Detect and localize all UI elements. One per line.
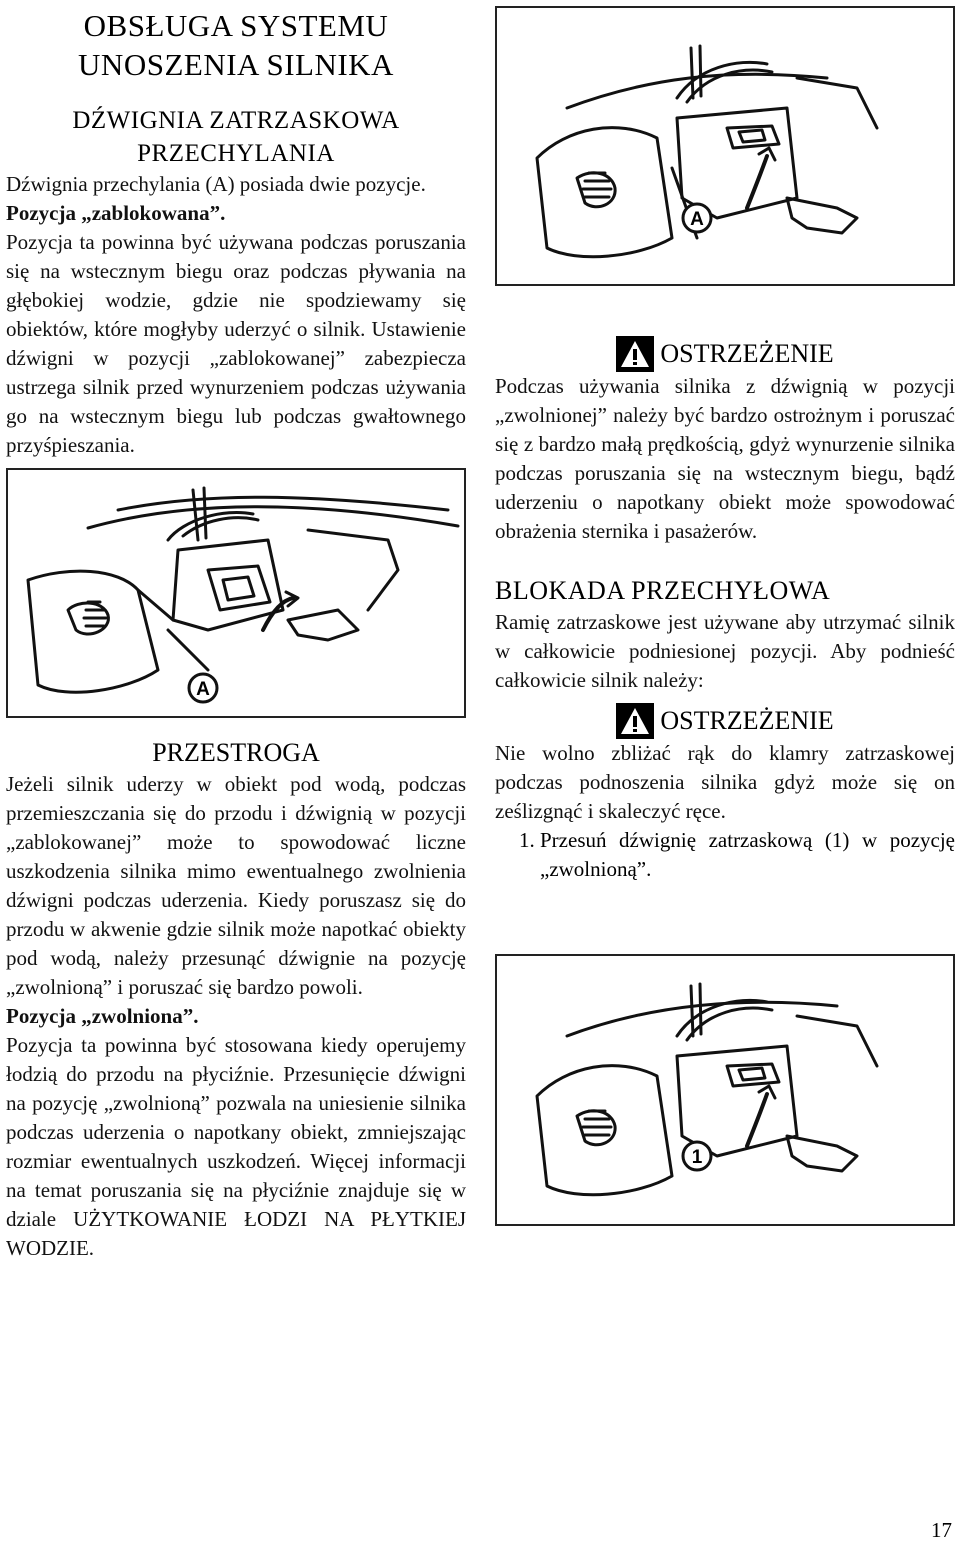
released-heading: Pozycja „zwolniona”. bbox=[6, 1004, 199, 1028]
tilt-lock-figure bbox=[495, 954, 955, 1226]
caution-text: Jeżeli silnik uderzy w obiekt pod wodą, podczas przemieszczania się do przodu i dźwignią w pozycji „zablokowanej” może to spowodować liczne uszkodzenia silnika mimo ewentualnego zwolnienia dźwigni podczas uderzenia. Kiedy poruszasz się do przodu w akwenie gdzie silnik może napotkać obiekty pod wodą, należy przesunąć dźwignie na pozycję „zwolnioną” i poruszać się bardzo powoli. bbox=[6, 772, 466, 999]
warning-text-2: Nie wolno zbliżać rąk do klamry zatrzaskowej podczas podnoszenia silnika gdyż może się on ześlizgnąć i skaleczyć ręce. bbox=[495, 741, 955, 823]
lever-locked-illustration bbox=[8, 470, 464, 716]
warning-heading-1-label: OSTRZEŻENIE bbox=[660, 339, 834, 368]
warning-heading-2-label: OSTRZEŻENIE bbox=[660, 706, 834, 735]
tilt-lock-illustration bbox=[497, 956, 953, 1224]
lever-top-illustration bbox=[497, 8, 953, 284]
released-text: Pozycja ta powinna być stosowana kiedy operujemy łodzią do przodu na płyciźnie. Przesunięcie dźwigni na pozycję „zwolnioną” pozwala na uniesienie silnika podczas uderzenia o napotkany obiekt, zmniejszając rozmiar ewentualnych uszkodzeń. Więcej informacji na temat poruszania się na płyciźnie znajduje się w dziale UŻYTKOWANIE ŁODZI NA PŁYTKIEJ WODZIE. bbox=[6, 1033, 466, 1260]
warning-triangle-icon bbox=[616, 336, 654, 372]
figure-label-a: A bbox=[196, 679, 210, 700]
figure-top-label-a: A bbox=[690, 209, 704, 230]
tilt-lock-text: Ramię zatrzaskowe jest używane aby utrzymać silnik w całkowicie podniesionej pozycji. Aby podnieść całkowicie silnik należy: bbox=[495, 610, 955, 692]
figure-bottom-label-1: 1 bbox=[691, 1147, 703, 1168]
locked-text: Pozycja ta powinna być używana podczas poruszania się na wstecznym biegu oraz podczas pływania na głębokiej wodzie, gdzie nie spodziewamy się obiektów, które mogłyby uderzyć o silnik. Ustawienie dźwigni w pozycji „zablokowanej” zabezpiecza ustrzega silnik przed wynurzeniem podczas używania go na wstecznym biegu lub podczas gwałtownego przyśpieszania. bbox=[6, 230, 466, 457]
warning-heading-2 bbox=[495, 703, 955, 739]
section-subtitle: DŹWIGNIA ZATRZASKOWA PRZECHYLANIA bbox=[72, 107, 400, 167]
step-item: 1. Przesuń dźwignię zatrzaskową (1) w pozycję „zwolnioną”. bbox=[540, 826, 955, 884]
page-number: 17 bbox=[931, 1518, 952, 1542]
caution-heading: PRZESTROGA bbox=[152, 738, 320, 767]
lever-locked-figure bbox=[6, 468, 466, 718]
tilt-lock-heading: BLOKADA PRZECHYŁOWA bbox=[495, 576, 831, 605]
warning-text-1: Podczas używania silnika z dźwignią w pozycji „zwolnionej” należy być bardzo ostrożnym i poruszać się z bardzo małą prędkością, gdyż wynurzenie silnika podczas poruszania się na wstecznym biegu, bądź uderzeniu o napotkany obiekt może spowodować obrażenia sternika i pasażerów. bbox=[495, 374, 955, 543]
warning-triangle-icon bbox=[616, 703, 654, 739]
warning-heading-1 bbox=[495, 336, 955, 372]
steps-list bbox=[495, 826, 955, 884]
right-column bbox=[495, 6, 955, 1226]
left-column bbox=[6, 6, 466, 1263]
page-title: OBSŁUGA SYSTEMU UNOSZENIA SILNIKA bbox=[78, 8, 394, 82]
locked-heading: Pozycja „zablokowana”. bbox=[6, 201, 226, 225]
lever-top-figure bbox=[495, 6, 955, 286]
intro-text: Dźwignia przechylania (A) posiada dwie pozycje. bbox=[6, 172, 426, 196]
